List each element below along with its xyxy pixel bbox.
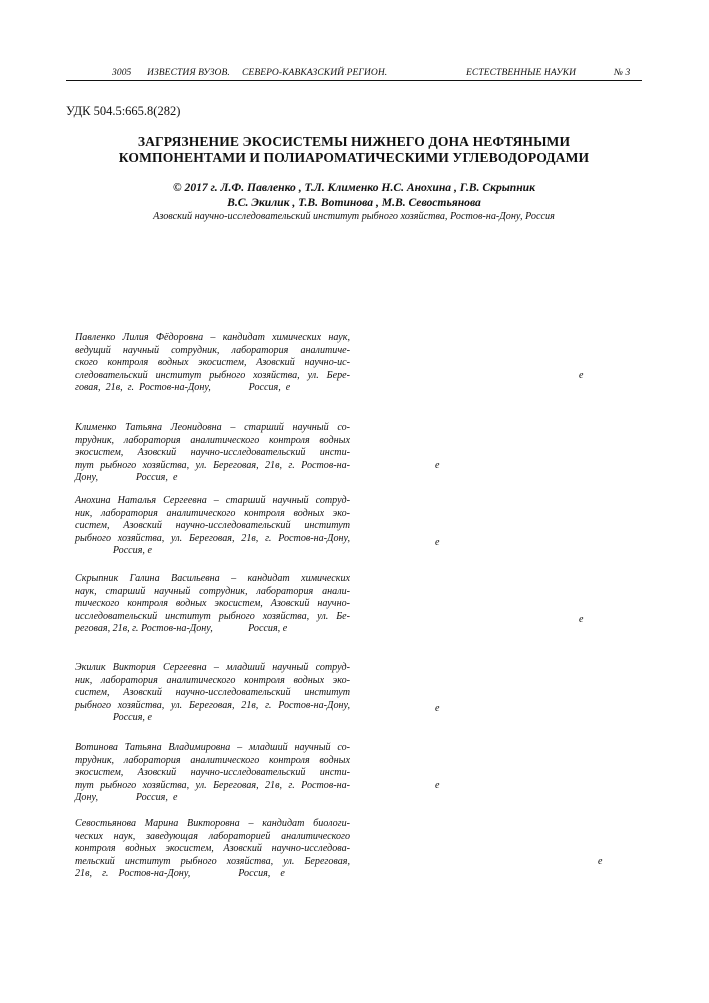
bio-line: контроля водных экосистем, Азовский научно-исследова-: [75, 843, 350, 855]
bio-line: рыбного хозяйства, ул. Береговая, 21в, г. Ростов-на-Дону,: [75, 699, 350, 711]
bio-line: реговая, 21в, г. Ростов-на-Дону, Россия, e: [75, 623, 288, 635]
bio-line: тут рыбного хозяйства, ул. Береговая, 21в, г. Ростов-на-: [75, 459, 350, 471]
article-title-line-2: КОМПОНЕНТАМИ И ПОЛИАРОМАТИЧЕСКИМИ УГЛЕВОДОРОДАМИ: [118, 150, 590, 165]
journal-name: ИЗВЕСТИЯ ВУЗОВ.: [147, 68, 230, 78]
bio-line: наук, старший научный сотрудник, лаборатория анали-: [75, 585, 350, 597]
bio-line: трудник, лаборатория аналитического контроля водных: [75, 434, 350, 446]
page-number: 3005: [112, 68, 132, 78]
author-bio: [75, 573, 350, 636]
email-marker: e: [435, 780, 440, 791]
author-bio: [75, 332, 350, 395]
affiliation: Азовский научно-исследовательский институт рыбного хозяйства, Ростов-на-Дону, Россия: [153, 211, 555, 222]
email-marker: e: [435, 703, 440, 714]
bio-line: ник, лаборатория аналитического контроля водных эко-: [75, 507, 350, 519]
bio-line: ник, лаборатория аналитического контроля водных эко-: [75, 674, 350, 686]
bio-line: Вотинова Татьяна Владимировна – младший научный со-: [75, 742, 350, 753]
issue-number: № 3: [614, 68, 631, 78]
udk-code: УДК 504.5:665.8(282): [66, 104, 181, 118]
bio-line: следовательский институт рыбного хозяйства, ул. Бере-: [75, 369, 350, 381]
email-marker: e: [598, 856, 603, 867]
bio-line: рыбного хозяйства, ул. Береговая, 21в, г. Ростов-на-Дону,: [75, 532, 350, 544]
header-rule: [66, 80, 642, 81]
author-bio: [75, 818, 350, 881]
email-marker: e: [435, 537, 440, 548]
bio-line: тического контроля водных экосистем, Азовский научно-: [75, 598, 350, 610]
bio-line: Экилик Виктория Сергеевна – младший научный сотруд-: [75, 662, 350, 673]
bio-line: Анохина Наталья Сергеевна – старший научный сотруд-: [75, 495, 350, 506]
bio-line: Дону, Россия, e: [75, 792, 178, 804]
bio-line: Россия, e: [75, 545, 152, 557]
bio-line: ского контроля водных экосистем, Азовский научно-ис-: [75, 357, 350, 369]
authors-line-2: В.С. Экилик , Т.В. Вотинова , М.В. Севостьянова: [227, 196, 481, 209]
bio-line: 21в, г. Ростов-на-Дону, Россия, e: [75, 868, 285, 880]
bio-line: Дону, Россия, e: [75, 472, 178, 484]
bio-line: экосистем, Азовский научно-исследовательский инсти-: [75, 767, 350, 779]
bio-line: Севостьянова Марина Викторовна – кандидат биологи-: [75, 818, 350, 829]
journal-region: СЕВЕРО-КАВКАЗСКИЙ РЕГИОН.: [242, 68, 388, 78]
bio-line: исследовательский институт рыбного хозяйства, ул. Бе-: [75, 610, 350, 622]
bio-line: систем, Азовский научно-исследовательский институт: [75, 520, 350, 532]
authors-line-1: © 2017 г. Л.Ф. Павленко , Т.Л. Клименко Н.С. Анохина , Г.В. Скрыпник: [172, 181, 535, 194]
email-marker: e: [435, 460, 440, 471]
author-bio: [75, 742, 350, 805]
bio-line: Россия, e: [75, 712, 152, 724]
bio-line: экосистем, Азовский научно-исследовательский инсти-: [75, 447, 350, 459]
author-bio: [75, 422, 350, 485]
email-marker: e: [579, 370, 584, 381]
article-title-line-1: ЗАГРЯЗНЕНИЕ ЭКОСИСТЕМЫ НИЖНЕГО ДОНА НЕФТЯНЫМИ: [137, 134, 571, 149]
bio-line: систем, Азовский научно-исследовательский институт: [75, 687, 350, 699]
bio-line: ческих наук, заведующая лабораторией аналитического: [75, 830, 350, 842]
email-marker: e: [579, 614, 584, 625]
author-bio: [75, 495, 350, 558]
author-bio: [75, 662, 350, 725]
bio-line: Скрыпник Галина Васильевна – кандидат химических: [75, 573, 350, 584]
bio-line: трудник, лаборатория аналитического контроля водных: [75, 754, 350, 766]
bio-line: говая, 21в, г. Ростов-на-Дону, Россия, e: [75, 382, 291, 394]
bio-line: ведущий научный сотрудник, лаборатория аналитиче-: [75, 344, 350, 356]
bio-line: Клименко Татьяна Леонидовна – старший научный со-: [75, 422, 350, 433]
journal-section: ЕСТЕСТВЕННЫЕ НАУКИ: [466, 68, 577, 78]
bio-line: тут рыбного хозяйства, ул. Береговая, 21в, г. Ростов-на-: [75, 779, 350, 791]
bio-line: Павленко Лилия Фёдоровна – кандидат химических наук,: [75, 332, 350, 343]
bio-line: тельский институт рыбного хозяйства, ул. Береговая,: [75, 855, 350, 867]
